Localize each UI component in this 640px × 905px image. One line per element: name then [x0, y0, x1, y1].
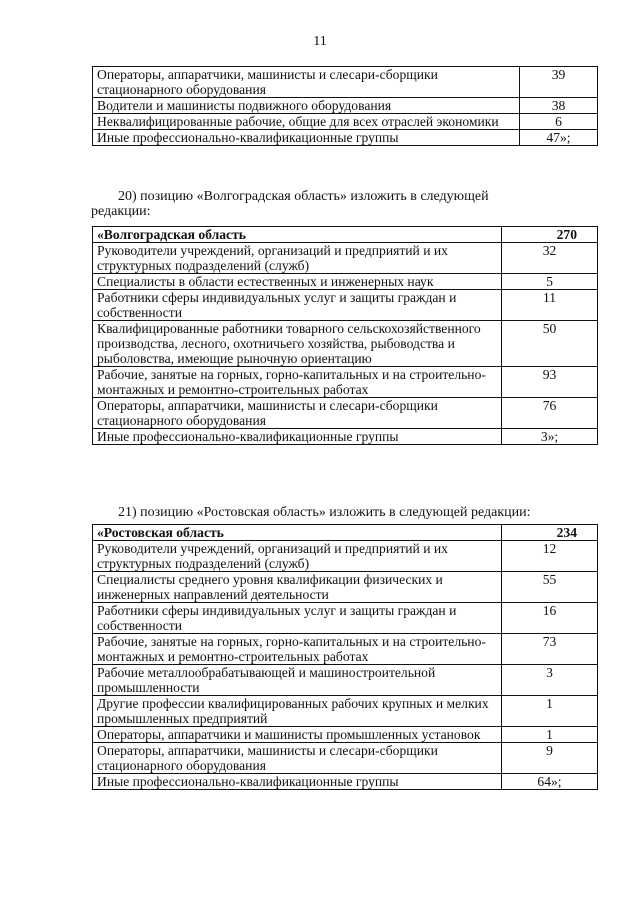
- row-label: Иные профессионально-квалификационные группы: [93, 774, 502, 790]
- row-label: Специалисты в области естественных и инженерных наук: [93, 274, 502, 290]
- page-number: 11: [313, 34, 327, 49]
- row-value: 3: [502, 665, 598, 696]
- row-label: Другие профессии квалифицированных рабочих крупных и мелких промышленных предприятий: [93, 696, 502, 727]
- table-row: [93, 321, 598, 367]
- table-row: [93, 743, 598, 774]
- row-label: Работники сферы индивидуальных услуг и защиты граждан и собственности: [93, 290, 502, 321]
- row-value: 50: [502, 321, 598, 367]
- row-value: 16: [502, 603, 598, 634]
- item-20-paragraph: [91, 189, 598, 219]
- row-value: 73: [502, 634, 598, 665]
- row-label: Рабочие металлообрабатывающей и машиностроительной промышленности: [93, 665, 502, 696]
- table-row: [93, 634, 598, 665]
- table-header-row: [93, 227, 598, 243]
- row-label: Неквалифицированные рабочие, общие для всех отраслей экономики: [93, 114, 520, 130]
- row-label: Иные профессионально-квалификационные группы: [93, 130, 520, 146]
- table-continuation: [92, 66, 598, 146]
- row-label: Иные профессионально-квалификационные группы: [93, 429, 502, 445]
- row-label: Рабочие, занятые на горных, горно-капитальных и на строительно-монтажных и ремонтно-строительных работах: [93, 367, 502, 398]
- table-row: [93, 603, 598, 634]
- row-label: Операторы, аппаратчики, машинисты и слесари-сборщики стационарного оборудования: [93, 743, 502, 774]
- row-label: Операторы, аппаратчики, машинисты и слесари-сборщики стационарного оборудования: [93, 67, 520, 98]
- table-row: [93, 274, 598, 290]
- row-label: Операторы, аппаратчики, машинисты и слесари-сборщики стационарного оборудования: [93, 398, 502, 429]
- row-value: 9: [502, 743, 598, 774]
- row-label: Руководители учреждений, организаций и предприятий и их структурных подразделений (служб): [93, 243, 502, 274]
- row-value: 3»;: [502, 429, 598, 445]
- row-label: Водители и машинисты подвижного оборудования: [93, 98, 520, 114]
- item-20-text-line1: 20) позицию «Волгоградская область» изложить в следующей: [118, 189, 489, 204]
- row-value: 93: [502, 367, 598, 398]
- row-value: 55: [502, 572, 598, 603]
- table-row: [93, 367, 598, 398]
- region-name: «Волгоградская область: [93, 227, 502, 243]
- table-row: [93, 243, 598, 274]
- row-value: 12: [502, 541, 598, 572]
- table-row: [93, 114, 598, 130]
- table-row: [93, 572, 598, 603]
- table-row: [93, 398, 598, 429]
- table-row: [93, 98, 598, 114]
- row-value: 11: [502, 290, 598, 321]
- row-label: Руководители учреждений, организаций и предприятий и их структурных подразделений (служб): [93, 541, 502, 572]
- table-volgograd: [92, 226, 598, 445]
- region-total: 234: [502, 525, 598, 541]
- row-label: Работники сферы индивидуальных услуг и защиты граждан и собственности: [93, 603, 502, 634]
- table-row: [93, 290, 598, 321]
- item-21-paragraph: 21) позицию «Ростовская область» изложить в следующей редакции:: [118, 505, 531, 520]
- table-header-row: [93, 525, 598, 541]
- table-row: [93, 774, 598, 790]
- row-value: 38: [520, 98, 598, 114]
- row-value: 1: [502, 696, 598, 727]
- region-name: «Ростовская область: [93, 525, 502, 541]
- table-row: [93, 541, 598, 572]
- row-value: 47»;: [520, 130, 598, 146]
- region-total: 270: [502, 227, 598, 243]
- row-value: 64»;: [502, 774, 598, 790]
- table-row: [93, 130, 598, 146]
- item-20-text-line2: редакции:: [91, 204, 151, 219]
- row-label: Операторы, аппаратчики и машинисты промышленных установок: [93, 727, 502, 743]
- row-value: 32: [502, 243, 598, 274]
- row-value: 76: [502, 398, 598, 429]
- row-value: 1: [502, 727, 598, 743]
- table-rostov: [92, 524, 598, 790]
- table-row: [93, 429, 598, 445]
- row-value: 5: [502, 274, 598, 290]
- row-value: 39: [520, 67, 598, 98]
- row-label: Специалисты среднего уровня квалификации физических и инженерных направлений деятельности: [93, 572, 502, 603]
- row-label: Рабочие, занятые на горных, горно-капитальных и на строительно-монтажных и ремонтно-строительных работах: [93, 634, 502, 665]
- row-label: Квалифицированные работники товарного сельскохозяйственного производства, лесного, охотничьего хозяйства, рыбоводства и рыболовства, имеющие рыночную ориентацию: [93, 321, 502, 367]
- table-row: [93, 727, 598, 743]
- table-row: [93, 665, 598, 696]
- table-row: [93, 67, 598, 98]
- table-row: [93, 696, 598, 727]
- row-value: 6: [520, 114, 598, 130]
